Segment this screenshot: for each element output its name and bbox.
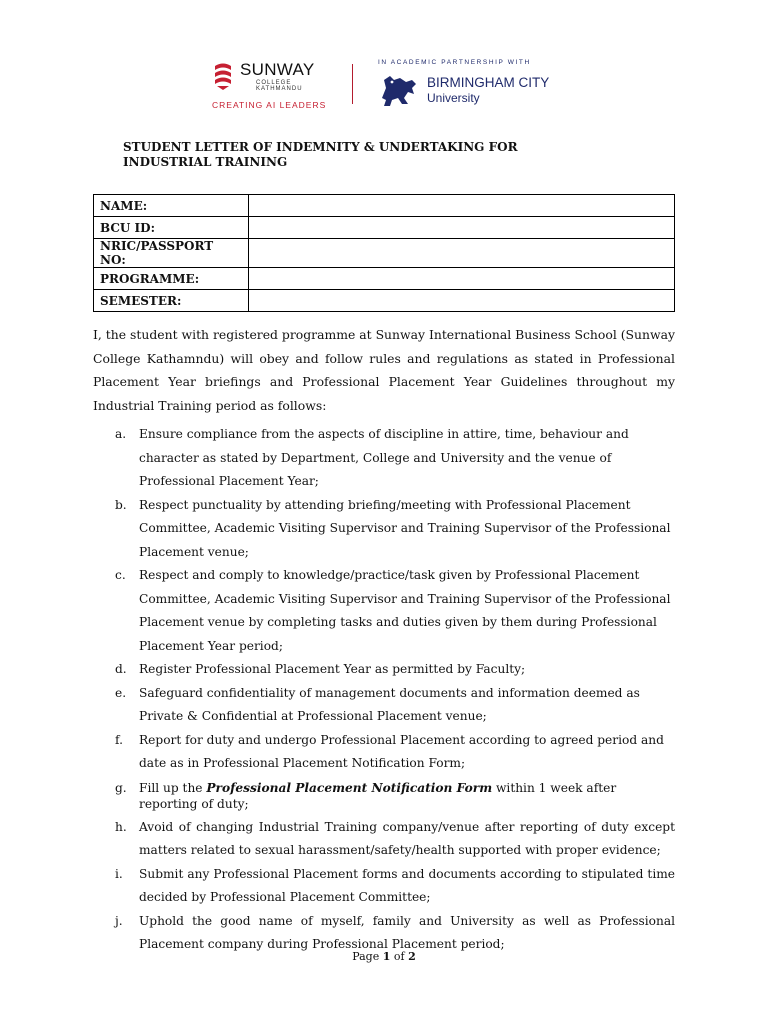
sunway-emblem-icon bbox=[212, 62, 234, 90]
list-marker: i. bbox=[115, 866, 123, 881]
table-row bbox=[94, 239, 675, 268]
table-row bbox=[94, 217, 675, 239]
list-item bbox=[93, 816, 675, 863]
list-marker: b. bbox=[115, 497, 127, 512]
list-item-text: Submit any Professional Placement forms and documents according to stipulated time decided by Professional Placement Committee; bbox=[139, 866, 675, 904]
list-item bbox=[93, 776, 675, 816]
student-details-table bbox=[93, 194, 675, 312]
sunway-name: SUNWAY bbox=[240, 60, 315, 79]
list-item bbox=[93, 658, 675, 682]
page-number: 1 bbox=[382, 950, 391, 963]
semester-field[interactable] bbox=[249, 290, 675, 312]
logo-divider bbox=[352, 64, 353, 104]
list-item bbox=[93, 494, 675, 565]
programme-field[interactable] bbox=[249, 268, 675, 290]
table-row bbox=[94, 268, 675, 290]
bcu-logo bbox=[378, 58, 578, 114]
list-item-text: Avoid of changing Industrial Training company/venue after reporting of duty except matters related to sexual harassment/safety/health supported with proper evidence; bbox=[139, 819, 675, 857]
list-item-text: Respect and comply to knowledge/practice/task given by Professional Placement Committee, Academic Visiting Supervisor and Training Supervisor of the Professional Placement venue by completing tasks and duties given by them during Professional Placement Year period; bbox=[139, 568, 671, 653]
sunway-tagline: CREATING AI LEADERS bbox=[212, 100, 327, 110]
bcu-name: BIRMINGHAM CITY bbox=[427, 75, 550, 90]
list-item bbox=[93, 729, 675, 776]
semester-label: SEMESTER: bbox=[94, 290, 249, 312]
partnership-text: IN ACADEMIC PARTNERSHIP WITH bbox=[378, 59, 531, 66]
undertaking-list bbox=[93, 423, 675, 957]
sunway-logo bbox=[212, 60, 342, 112]
list-item-text: Uphold the good name of myself, family and University as well as Professional Placement company during Professional Placement period; bbox=[139, 913, 675, 951]
page-word: Page bbox=[352, 950, 380, 963]
list-marker: h. bbox=[115, 819, 127, 834]
list-item-text: Respect punctuality by attending briefing/meeting with Professional Placement Committee, Academic Visiting Supervisor and Training Supervisor of the Professional Placement venue; bbox=[139, 497, 671, 559]
list-item-text: Fill up the bbox=[139, 780, 207, 795]
list-marker: a. bbox=[115, 427, 127, 441]
list-item-text: within 1 week after reporting of duty; bbox=[139, 780, 617, 811]
table-row bbox=[94, 290, 675, 312]
nric-passport-field[interactable] bbox=[249, 239, 675, 268]
list-item-text: Safeguard confidentiality of management documents and information deemed as Private & Confidential at Professional Placement venue; bbox=[139, 685, 640, 723]
name-label: NAME: bbox=[94, 195, 249, 217]
sunway-subtitle: COLLEGE KATHMANDU bbox=[256, 80, 303, 92]
name-field[interactable] bbox=[249, 195, 675, 217]
list-item bbox=[93, 682, 675, 729]
list-item-text: Report for duty and undergo Professional Placement according to agreed period and date as in Professional Placement Notification Form; bbox=[139, 732, 664, 770]
bcu-university: University bbox=[427, 91, 480, 105]
intro-paragraph: I, the student with registered programme at Sunway International Business School (Sunway College Kathamndu) will obey and follow rules and regulations as stated in Professional Placement Year briefings and Professional Placement Year Guidelines throughout my Industrial Training period as follows: bbox=[93, 327, 675, 413]
of-word: of bbox=[393, 950, 405, 963]
letterhead bbox=[0, 58, 768, 118]
list-item-text: Ensure compliance from the aspects of discipline in attire, time, behaviour and character as stated by Department, College and University and the venue of Professional Placement Year; bbox=[139, 427, 629, 488]
programme-label: PROGRAMME: bbox=[94, 268, 249, 290]
list-marker: e. bbox=[115, 685, 127, 700]
bcu-id-field[interactable] bbox=[249, 217, 675, 239]
list-item bbox=[93, 423, 675, 494]
document-title: STUDENT LETTER OF INDEMNITY & UNDERTAKING FOR INDUSTRIAL TRAINING bbox=[123, 140, 518, 169]
page-footer bbox=[0, 950, 768, 963]
list-item-text: Register Professional Placement Year as permitted by Faculty; bbox=[139, 662, 526, 676]
list-item bbox=[93, 863, 675, 910]
nric-passport-label: NRIC/PASSPORT NO: bbox=[94, 239, 249, 268]
page-total: 2 bbox=[408, 950, 416, 963]
list-marker: c. bbox=[115, 568, 126, 582]
list-marker: d. bbox=[115, 662, 127, 676]
lion-icon bbox=[378, 70, 420, 108]
table-row bbox=[94, 195, 675, 217]
list-item bbox=[93, 564, 675, 658]
list-marker: g. bbox=[115, 780, 127, 795]
bcu-id-label: BCU ID: bbox=[94, 217, 249, 239]
form-name-emphasis: Professional Placement Notification Form bbox=[206, 780, 493, 795]
list-marker: f. bbox=[115, 732, 123, 747]
list-marker: j. bbox=[115, 913, 123, 928]
